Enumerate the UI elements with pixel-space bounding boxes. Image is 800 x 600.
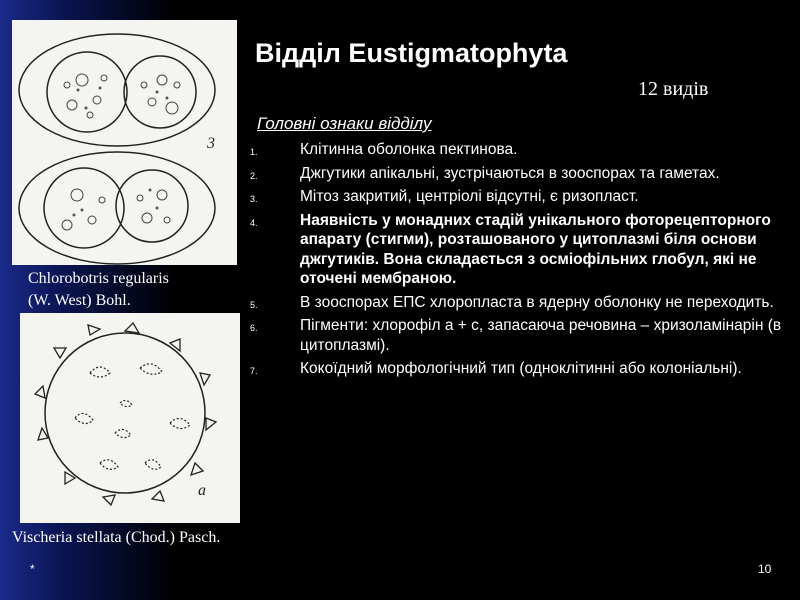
chlorobotris-drawing bbox=[12, 20, 237, 265]
list-item bbox=[248, 164, 783, 184]
item-text: Наявність у монадних стадій унікального фоторецепторного апарату (стигми), розташованого у цитоплазмі біля основи джгутиків. Вона складається з осміофільних глобул, які не оточені мембраною. bbox=[300, 211, 771, 287]
figure1-caption bbox=[28, 268, 169, 312]
item-text: В зооспорах ЕПС хлоропласта в ядерну оболонку не переходить. bbox=[300, 293, 774, 311]
caption-line: (W. West) Bohl. bbox=[28, 292, 131, 309]
vischeria-illustration bbox=[20, 313, 240, 523]
item-number: 1. bbox=[250, 147, 258, 157]
item-text: Клітинна оболонка пектинова. bbox=[300, 141, 518, 158]
item-number: 4. bbox=[250, 217, 258, 228]
list-item bbox=[248, 359, 783, 379]
list-item bbox=[248, 140, 783, 160]
figure2-caption: Vischeria stellata (Chod.) Pasch. bbox=[12, 529, 221, 546]
list-item bbox=[248, 211, 783, 289]
chlorobotris-illustration bbox=[12, 20, 237, 265]
list-item bbox=[248, 187, 783, 207]
footer-marker: * bbox=[30, 562, 35, 576]
item-number: 2. bbox=[250, 170, 258, 181]
species-count: 12 видів bbox=[638, 78, 709, 100]
features-list bbox=[248, 140, 783, 383]
list-item bbox=[248, 293, 783, 313]
vischeria-drawing bbox=[20, 313, 240, 523]
figure-label: a bbox=[198, 482, 206, 499]
item-text: Джгутики апікальні, зустрічаються в зооспорах та гаметах. bbox=[300, 164, 720, 182]
figure-label: 3 bbox=[207, 135, 215, 152]
page-number: 10 bbox=[758, 562, 772, 576]
item-number: 3. bbox=[250, 194, 258, 204]
item-number: 7. bbox=[250, 366, 258, 376]
item-text: Кокоїдний морфологічний тип (одноклітинні або колоніальні). bbox=[300, 360, 742, 377]
item-number: 6. bbox=[250, 323, 258, 333]
item-text: Пігменти: хлорофіл а + с, запасаюча речовина – хризоламінарін (в цитоплазмі). bbox=[300, 317, 782, 354]
caption-line: Chlorobotris regularis bbox=[28, 270, 169, 287]
item-number: 5. bbox=[250, 299, 258, 310]
item-text: Мітоз закритий, центріолі відсутні, є ризопласт. bbox=[300, 188, 639, 205]
section-subtitle: Головні ознаки відділу bbox=[257, 114, 432, 133]
slide-title: Відділ Eustigmatophyta bbox=[255, 38, 568, 68]
list-item bbox=[248, 316, 783, 355]
